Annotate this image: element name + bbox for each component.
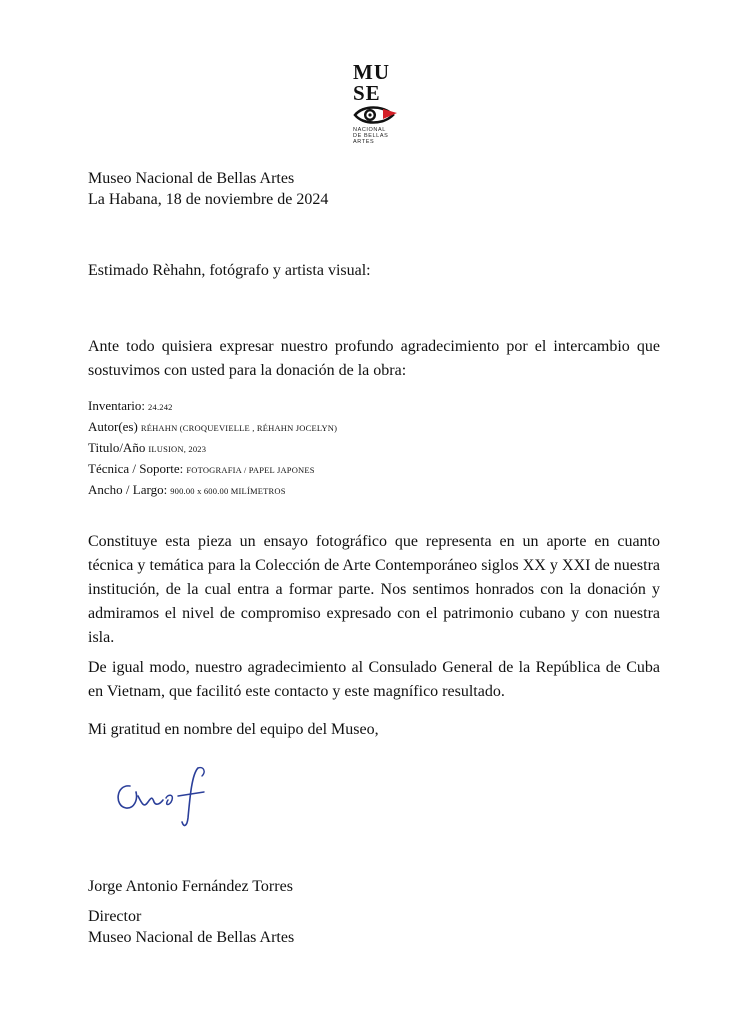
logo-eye-icon [353, 104, 399, 126]
logo-subline-1: NACIONAL [353, 127, 386, 133]
detail-value: 24.242 [148, 402, 173, 412]
detail-label: Inventario: [88, 398, 146, 413]
detail-value: ILUSION, 2023 [148, 444, 207, 454]
detail-row [88, 438, 337, 459]
signatory-block [88, 906, 660, 948]
salutation: Estimado Rèhahn, fotógrafo y artista visual: [88, 262, 371, 279]
museum-logo [341, 62, 409, 157]
detail-value: 900.00 x 600.00 MILÍMETROS [170, 486, 286, 496]
logo-text-line1: MU [353, 60, 390, 84]
handwritten-signature [108, 756, 218, 846]
detail-row [88, 417, 337, 438]
signatory-name: Jorge Antonio Fernández Torres [88, 878, 293, 895]
closing-line: Mi gratitud en nombre del equipo del Museo, [88, 721, 379, 738]
logo-subline-3: ARTES [353, 139, 375, 146]
logo-subtitle [353, 127, 401, 146]
body-paragraph-1: Constituye esta pieza un ensayo fotográfico que representa en un aporte en cuanto técnica y temática para la Colección de Arte Contemporáneo siglos XX y XXI de nuestra institución, de la cual entra a formar parte. Nos sentimos honrados con la donación y admiramos el nivel de compromiso expresado con el patrimonio cubano y con nuestra isla. [88, 533, 660, 646]
detail-row [88, 459, 337, 480]
detail-label: Ancho / Largo: [88, 482, 168, 497]
letter-header [88, 168, 660, 210]
detail-value: RÉHAHN (CROQUEVIELLE , RÉHAHN JOCELYN) [140, 423, 338, 433]
header-place-date: La Habana, 18 de noviembre de 2024 [88, 191, 329, 208]
detail-label: Autor(es) [88, 419, 138, 434]
logo-text-line2: SE [353, 81, 381, 105]
body-paragraph-2: De igual modo, nuestro agradecimiento al Consulado General de la República de Cuba en Vietnam, que facilitó este contacto y este magnífico resultado. [88, 659, 660, 700]
detail-label: Titulo/Año [88, 440, 146, 455]
artwork-details [88, 396, 337, 501]
header-institution: Museo Nacional de Bellas Artes [88, 170, 295, 187]
logo-subline-2: DE BELLAS [353, 133, 389, 140]
detail-row [88, 480, 337, 501]
signatory-institution: Museo Nacional de Bellas Artes [88, 929, 295, 946]
detail-value: FOTOGRAFIA / PAPEL JAPONES [186, 465, 315, 475]
intro-paragraph: Ante todo quisiera expresar nuestro profundo agradecimiento por el intercambio que sostuvimos con usted para la donación de la obra: [88, 338, 660, 379]
signatory-title: Director [88, 908, 142, 925]
detail-label: Técnica / Soporte: [88, 461, 184, 476]
detail-row [88, 396, 337, 417]
